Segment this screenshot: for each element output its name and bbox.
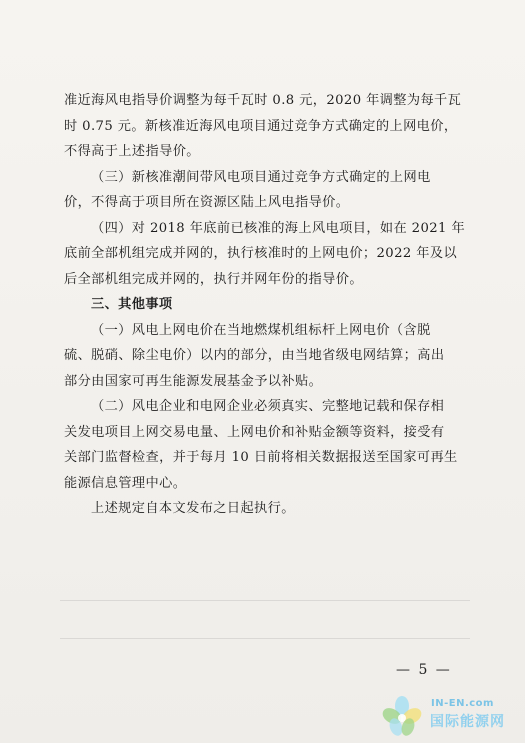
text-line: 关部门监督检查，并于每月 10 日前将相关数据报送至国家可再生 — [64, 450, 458, 465]
text-line: 时 0.75 元。新核准近海风电项目通过竞争方式确定的上网电价， — [64, 118, 458, 134]
text-line: （四）对 2018 年底前已核准的海上风电项目，如在 2021 年 — [91, 220, 466, 236]
watermark-text-cn: 国际能源网 — [430, 714, 505, 730]
text-line: （二）风电企业和电网企业必须真实、完整地记载和保存相 — [91, 399, 445, 414]
section-heading: 三、其他事项 — [91, 297, 173, 312]
text-line: （一）风电上网电价在当地燃煤机组标杆上网电价（含脱 — [91, 322, 431, 338]
text-line: 硫、脱硝、除尘电价）以内的部分，由当地省级电网结算；高出 — [64, 348, 445, 363]
watermark-text-en: IN-EN.com — [431, 698, 494, 709]
text-line: 价，不得高于项目所在资源区陆上风电指导价。 — [64, 195, 350, 210]
text-line: 部分由国家可再生能源发展基金予以补贴。 — [64, 373, 323, 389]
text-line: （三）新核准潮间带风电项目通过竞争方式确定的上网电 — [91, 169, 431, 185]
text-line: 底前全部机组完成并网的，执行核准时的上网电价；2022 年及以 — [64, 246, 458, 261]
show-through-line — [60, 600, 470, 601]
show-through-line — [60, 638, 470, 639]
text-line: 不得高于上述指导价。 — [64, 144, 200, 159]
text-line: 后全部机组完成并网的，执行并网年份的指导价。 — [64, 271, 363, 287]
watermark-logo — [377, 694, 517, 738]
body-text — [64, 88, 470, 522]
page-number: — 5 — — [396, 662, 452, 678]
flower-icon — [377, 694, 427, 738]
text-line: 能源信息管理中心。 — [64, 475, 187, 491]
text-line: 上述规定自本文发布之日起执行。 — [91, 501, 295, 516]
text-line: 关发电项目上网交易电量、上网电价和补贴金额等资料，接受有 — [64, 424, 445, 440]
text-line: 准近海风电指导价调整为每千瓦时 0.8 元，2020 年调整为每千瓦 — [64, 93, 462, 108]
